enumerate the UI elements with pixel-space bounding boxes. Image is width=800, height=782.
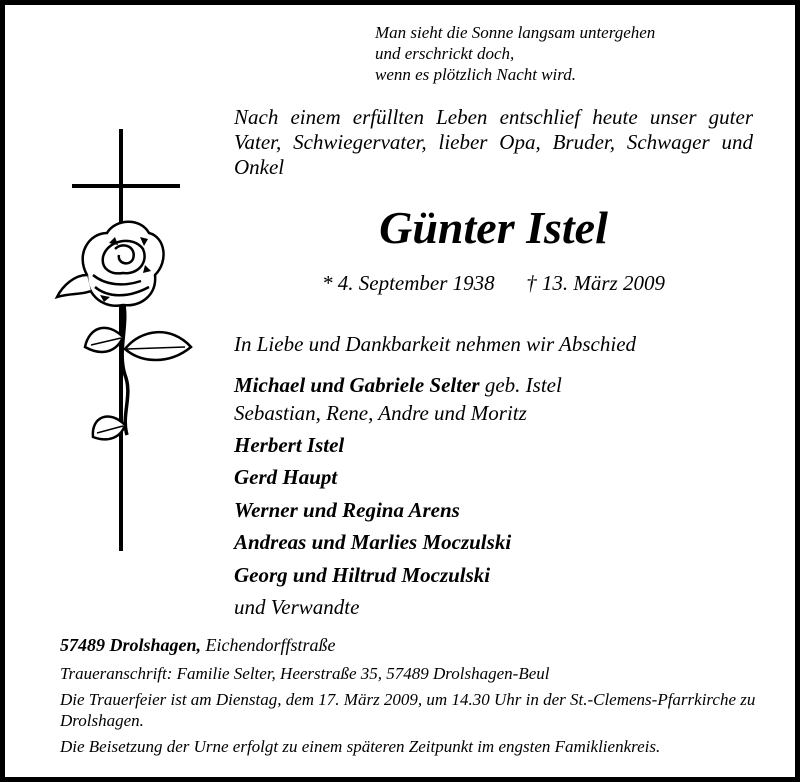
place: 57489 Drolshagen, [60,635,202,655]
poem-line: wenn es plötzlich Nacht wird. [375,65,577,84]
intro-text: Nach einem erfüllten Leben entschlief heute unser guter Vater, Schwiegervater, lieber Opa, Bruder, Schwager und Onkel [234,105,753,179]
death-date: 13. März 2009 [541,271,665,295]
mourner-names: Michael und Gabriele Selter [234,373,480,397]
mourner-entry: Gerd Haupt [234,465,338,489]
poem [375,22,775,85]
mourner-entry [234,369,753,402]
farewell-line: In Liebe und Dankbarkeit nehmen wir Abschied [234,332,637,356]
mourners-list [234,369,753,624]
mourner-entry: Andreas und Marlies Moczulski [234,530,512,554]
birth-symbol: * [322,271,333,295]
grandchildren-line: Sebastian, Rene, Andre und Moritz [234,400,527,425]
mourning-address: Traueranschrift: Familie Selter, Heerstraße 35, 57489 Drolshagen-Beul [60,664,550,683]
street: Eichendorffstraße [201,635,336,655]
relatives-line: und Verwandte [234,595,360,619]
mourner-entry: Herbert Istel [234,432,345,457]
poem-line: Man sieht die Sonne langsam untergehen [375,23,656,42]
cross-rose-icon [45,125,205,565]
footer-info [60,635,760,762]
life-dates [234,271,753,296]
poem-line: und erschrickt doch, [375,44,515,63]
mourner-entry: Georg und Hiltrud Moczulski [234,562,491,587]
deceased-name: Günter Istel [379,202,608,253]
birth-date: 4. September 1938 [337,271,495,295]
burial-info: Die Beisetzung der Urne erfolgt zu einem späteren Zeitpunkt im engsten Famiklienkreis. [60,737,661,756]
service-info: Die Trauerfeier ist am Dienstag, dem 17. März 2009, um 14.30 Uhr in der St.-Clemens-Pfarrkirche zu Drolshagen. [60,690,756,730]
place-line [60,635,760,656]
obituary-notice [5,5,795,777]
mourner-entry: Werner und Regina Arens [234,497,460,522]
death-symbol: † [526,271,537,295]
mourner-suffix: geb. Istel [479,373,562,397]
